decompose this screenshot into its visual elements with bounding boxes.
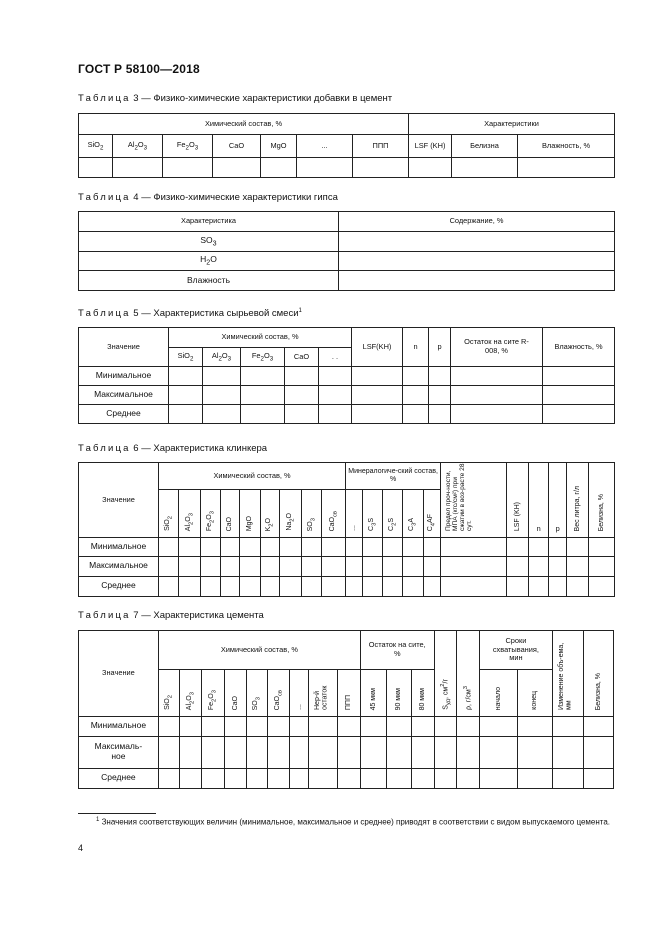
table-row (79, 232, 615, 252)
col-humidity: Влажность, % (543, 328, 615, 367)
col-k2o: $K_2O$ (261, 490, 280, 537)
col-ellipsis: ... (297, 135, 353, 158)
table-cell (353, 158, 409, 178)
col-fe2o3: $Fe_2O_3$ (241, 348, 285, 367)
table-cell (452, 158, 518, 178)
table-row (79, 556, 615, 576)
table-cell (163, 158, 213, 178)
table-3 (78, 113, 615, 178)
table-row (79, 158, 615, 178)
col-c2s: $C_2S$ (383, 490, 403, 537)
header-chem: Химический состав, % (79, 114, 409, 135)
row-label-min: Минимальное (79, 537, 159, 556)
table-5-caption (78, 308, 302, 319)
col-ellipsis: . . (319, 348, 352, 367)
header-chem: Химический состав, % (169, 328, 352, 348)
col-al2o3: $Al_2O_3$ (179, 670, 202, 717)
table-7 (78, 630, 614, 789)
row-label-max: Максимальное (79, 386, 169, 405)
col-set-start: начало (480, 670, 518, 717)
col-liter-weight: Вес литра, г/л (567, 463, 589, 538)
caption-text: 5 — Характеристика сырьевой смеси (130, 308, 299, 320)
col-ppp: ППП (338, 670, 361, 717)
page-header: ГОСТ Р 58100—2018 (78, 62, 200, 76)
header-residue: Остаток на сите, % (360, 631, 434, 670)
row-label-humidity: Влажность (79, 271, 339, 291)
table-row (79, 736, 614, 768)
table-cell (409, 158, 452, 178)
col-sio2: SiO$_2$ (79, 135, 113, 158)
col-mgo: MgO (240, 490, 261, 537)
col-c4af: $C_4AF$ (424, 490, 441, 537)
footnote (78, 816, 614, 828)
row-label-h2o: $H_2O$ (79, 252, 339, 271)
col-fe2o3: $Fe_2O_3$ (202, 670, 225, 717)
col-n: n (529, 463, 549, 538)
table-cell (261, 158, 297, 178)
caption-text: 6 — Характеристика клинкера (130, 443, 268, 454)
caption-text: 3 — Физико-химические характеристики добавки в цемент (130, 93, 393, 104)
row-label-max: Максималь-ное (79, 736, 159, 768)
header-chem: Химический состав, % (159, 463, 346, 490)
caption-label: Таблица (78, 93, 131, 104)
table-cell (297, 158, 353, 178)
caption-text: 4 — Физико-химические характеристики гипса (130, 192, 338, 203)
table-row (79, 576, 615, 596)
col-al2o3: $Al_2O_3$ (179, 490, 201, 537)
col-cao: CaO (285, 348, 319, 367)
col-na2o: $Na_2O$ (280, 490, 302, 537)
col-c3s: $C_3S$ (363, 490, 383, 537)
table-row (79, 271, 615, 291)
row-label-min: Минимальное (79, 716, 159, 736)
col-residue: Остаток на сите R-008, % (451, 328, 543, 367)
table-6-caption (78, 443, 267, 454)
col-cao: CaO (213, 135, 261, 158)
col-cao-free: CaO$_{св}$ (322, 490, 346, 537)
col-cao-free: CaO$_{св}$ (267, 670, 290, 717)
col-lsf: LSF(KH) (352, 328, 403, 367)
col-volume-change: Изменение объ-ема, мм (552, 631, 583, 717)
table-5 (78, 327, 615, 424)
col-strength: Предел проч-ности, МПА (кгс/см²) при сжатии в воз-расте 28 сут. (441, 463, 507, 538)
table-4-caption (78, 192, 338, 203)
caption-label: Таблица (78, 308, 131, 320)
col-al2o3: $Al_2O_3$ (203, 348, 241, 367)
row-label-avg: Среднее (79, 405, 169, 424)
col-value: Значение (79, 631, 159, 717)
col-mgo: MgO (261, 135, 297, 158)
table-row (79, 537, 615, 556)
table-cell (113, 158, 163, 178)
col-set-end: конец (518, 670, 552, 717)
row-label-max: Максимальное (79, 556, 159, 576)
table-row (79, 768, 614, 788)
table-6 (78, 462, 615, 597)
col-so3: $SO_3$ (302, 490, 322, 537)
col-cao: CaO (221, 490, 240, 537)
col-sio2: SiO$_2$ (169, 348, 203, 367)
footnote-separator (78, 813, 156, 814)
col-characteristic: Характеристика (79, 212, 339, 232)
col-fe2o3: $Fe_2O_3$ (163, 135, 213, 158)
col-fe2o3: $Fe_2O_3$ (201, 490, 221, 537)
table-cell (339, 271, 615, 291)
table-cell (518, 158, 615, 178)
table-4 (78, 211, 615, 291)
col-c3a: $C_3A$ (403, 490, 424, 537)
col-al2o3: $Al_2O_3$ (113, 135, 163, 158)
table-cell (339, 232, 615, 252)
col-sio2: SiO$_2$ (158, 670, 179, 717)
col-whiteness: Белизна, % (589, 463, 615, 538)
caption-label: Таблица (78, 192, 131, 203)
table-row (79, 252, 615, 271)
col-45um: 45 мкм (360, 670, 386, 717)
page-number: 4 (78, 843, 84, 853)
col-so3: $SO_3$ (246, 670, 267, 717)
header-characteristics: Характеристики (409, 114, 615, 135)
table-3-caption (78, 93, 392, 104)
col-90um: 90 мкм (386, 670, 411, 717)
col-value: Значение (79, 328, 169, 367)
header-mineral: Минералогиче-ский состав, % (346, 463, 441, 490)
col-n: n (403, 328, 429, 367)
footnote-text: Значения соответствующих величин (минимальное, максимальное и среднее) приводят в соответствии с видом выпускаемого цемента. (99, 817, 611, 827)
col-lsf: LSF (KH) (409, 135, 452, 158)
row-label-so3: $SO_3$ (79, 232, 339, 252)
row-label-avg: Среднее (79, 576, 159, 596)
col-density: ρ, $г/см^3$ (457, 631, 480, 717)
table-cell (339, 252, 615, 271)
col-p: p (429, 328, 451, 367)
col-insoluble-residue: Нер-й остаток (309, 670, 338, 717)
header-chem: Химический состав, % (158, 631, 360, 670)
col-content: Содержание, % (339, 212, 615, 232)
table-row (79, 405, 615, 424)
col-value: Значение (79, 463, 159, 538)
table-row (79, 386, 615, 405)
header-setting-time: Сроки схватывания, мин (480, 631, 553, 670)
table-cell (79, 158, 113, 178)
col-cao: CaO (225, 670, 247, 717)
col-p: p (549, 463, 567, 538)
col-ellipsis: ... (290, 670, 309, 717)
table-row (79, 367, 615, 386)
col-sio2: SiO$_2$ (159, 490, 179, 537)
col-specific-surface: $S_{уд}$, $см^2/г$ (434, 631, 457, 717)
col-whiteness: Белизна, % (583, 631, 613, 717)
col-ppp: ППП (353, 135, 409, 158)
caption-label: Таблица (78, 443, 131, 454)
footnote-number: 1 (96, 817, 100, 823)
table-row (79, 716, 614, 736)
row-label-min: Минимальное (79, 367, 169, 386)
caption-text: 7 — Характеристика цемента (130, 610, 264, 621)
row-label-avg: Среднее (79, 768, 159, 788)
col-humidity: Влажность, % (518, 135, 615, 158)
footnote-ref: 1 (298, 308, 302, 314)
col-80um: 80 мкм (411, 670, 434, 717)
col-lsf: LSF (KH) (507, 463, 529, 538)
col-mineral-ellipsis: ... (346, 490, 363, 537)
caption-label: Таблица (78, 610, 131, 621)
table-7-caption (78, 610, 264, 621)
col-whiteness: Белизна (452, 135, 518, 158)
table-cell (213, 158, 261, 178)
